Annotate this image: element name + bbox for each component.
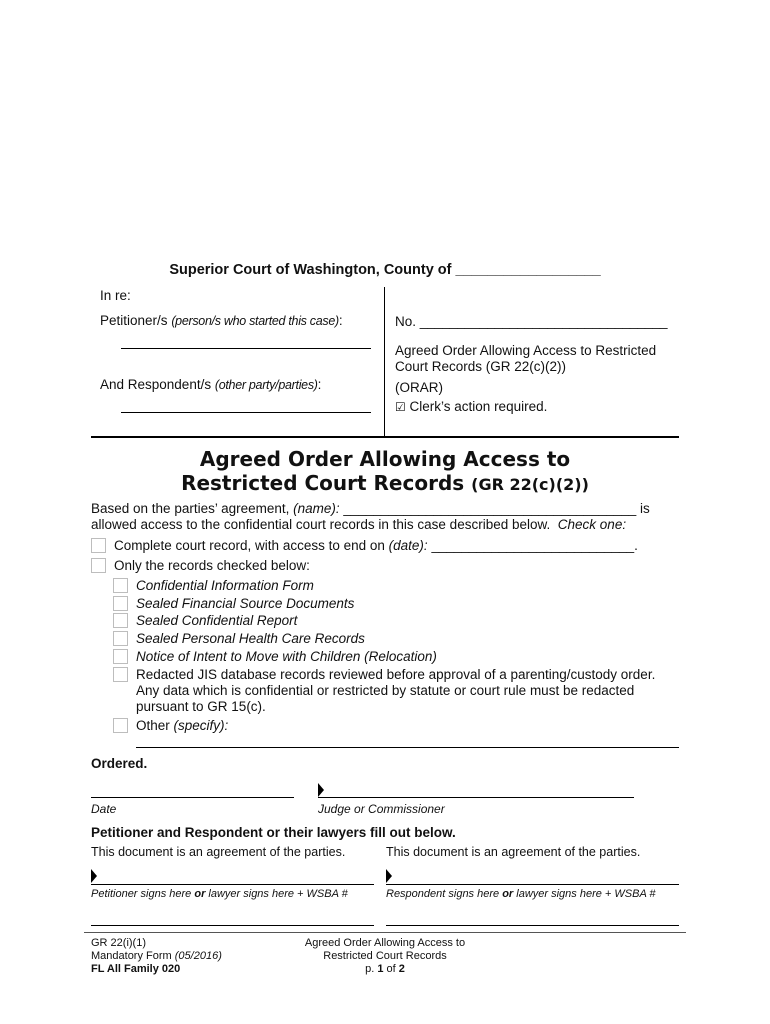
respondent-name-line[interactable]	[121, 412, 371, 413]
respondent-name-print-line[interactable]	[386, 925, 679, 926]
court-heading: Superior Court of Washington, County of __________________	[169, 262, 601, 278]
form-title-line2-row	[0, 471, 770, 495]
footer-page-of: of	[386, 963, 396, 975]
ordered-label: Ordered.	[91, 756, 148, 771]
footer-center	[285, 937, 485, 976]
redacted-line1: Redacted JIS database records reviewed before approval of a parenting/custody order.	[136, 667, 656, 682]
petitioner-label: Petitioner/s	[100, 313, 168, 328]
date-caption: Date	[91, 802, 117, 816]
respondent-sign-a: Respondent signs here	[386, 888, 500, 900]
petitioner-sign-caption	[91, 888, 348, 900]
footer-page-row	[285, 963, 485, 976]
respondent-sign-caption	[386, 888, 656, 900]
record-label-4: Sealed Personal Health Care Records	[136, 631, 365, 646]
footer-center-line1: Agreed Order Allowing Access to	[304, 937, 466, 949]
other-checkbox[interactable]	[113, 718, 128, 733]
footer-page-total: 2	[398, 963, 405, 975]
petitioner-hint: (person/s who started this case)	[171, 314, 339, 328]
footer-page-prefix: p.	[365, 963, 375, 975]
respondent-label-row	[100, 377, 321, 392]
form-title-line1: Agreed Order Allowing Access to	[199, 447, 571, 471]
caption-doc-title-line2: Court Records (GR 22(c)(2))	[395, 359, 567, 374]
record-checkbox-1[interactable]	[113, 578, 128, 593]
agreement-right: This document is an agreement of the parties.	[386, 845, 641, 859]
footer-form-id: FL All Family 020	[91, 963, 181, 975]
record-label-1: Confidential Information Form	[136, 578, 314, 593]
petitioner-label-row	[100, 313, 343, 328]
footer-mandatory-date: (05/2016)	[174, 950, 222, 962]
intro-name-blank[interactable]: _______________________________________	[343, 501, 637, 516]
complete-record-label: Complete court record, with access to end on	[114, 538, 385, 553]
complete-record-checkbox[interactable]	[91, 538, 106, 553]
intro-text3: allowed access to the confidential court records in this case described below.	[91, 517, 551, 532]
respondent-hint: (other party/parties)	[214, 378, 318, 392]
complete-record-row	[114, 538, 638, 554]
case-number[interactable]: No. _________________________________	[395, 314, 668, 329]
petitioner-sign-a: Petitioner signs here	[91, 888, 192, 900]
record-label-3: Sealed Confidential Report	[136, 613, 298, 628]
record-checkbox-4[interactable]	[113, 631, 128, 646]
other-row	[136, 718, 228, 734]
petitioner-sign-arrow-icon	[91, 869, 97, 883]
respondent-sign-b: lawyer signs here + WSBA #	[516, 888, 656, 900]
intro-paragraph	[91, 501, 681, 533]
short-code: (ORAR)	[395, 380, 443, 395]
in-re-label: In re:	[100, 288, 131, 303]
only-records-label: Only the records checked below:	[114, 558, 310, 573]
other-label: Other	[136, 718, 170, 733]
caption-doc-title	[395, 343, 656, 375]
respondent-sign-arrow-icon	[386, 869, 392, 883]
respondent-signature-line[interactable]	[386, 884, 679, 885]
complete-date-blank[interactable]: ___________________________.	[431, 538, 638, 553]
agreement-left: This document is an agreement of the parties.	[91, 845, 346, 859]
footer-rule	[84, 932, 686, 933]
complete-date-label: (date):	[388, 538, 428, 553]
petitioner-sign-b: lawyer signs here + WSBA #	[208, 888, 348, 900]
intro-text2: is	[640, 501, 650, 516]
clerk-checkbox-icon: ☑	[395, 400, 406, 414]
form-title-rule: (GR 22(c)(2))	[471, 475, 589, 494]
judge-caption: Judge or Commissioner	[318, 802, 445, 816]
footer-mandatory-row	[91, 950, 222, 963]
record-label-2: Sealed Financial Source Documents	[136, 596, 355, 611]
only-records-checkbox[interactable]	[91, 558, 106, 573]
caption-divider	[384, 287, 385, 437]
judge-sign-arrow-icon	[318, 783, 324, 797]
intro-text1: Based on the parties’ agreement,	[91, 501, 290, 516]
caption-doc-title-line1: Agreed Order Allowing Access to Restricted	[395, 343, 657, 358]
footer-center-line2: Restricted Court Records	[323, 950, 447, 962]
redacted-line3: pursuant to GR 15(c).	[136, 699, 266, 714]
other-specify-line[interactable]	[136, 747, 679, 748]
record-checkbox-3[interactable]	[113, 613, 128, 628]
check-one-label: Check one:	[557, 517, 627, 532]
form-title-line2: Restricted Court Records	[181, 471, 465, 495]
intro-line2	[91, 517, 681, 533]
petitioner-name-print-line[interactable]	[91, 925, 374, 926]
petitioner-colon: :	[338, 313, 343, 328]
respondent-or: or	[502, 888, 514, 900]
clerk-action-label: Clerk’s action required.	[409, 399, 548, 414]
respondent-colon: :	[317, 377, 322, 392]
parties-heading: Petitioner and Respondent or their lawyers fill out below.	[91, 825, 456, 840]
respondent-label: And Respondent/s	[100, 377, 212, 392]
redacted-jis-text	[136, 667, 681, 715]
other-hint: (specify):	[173, 718, 229, 733]
redacted-line2: Any data which is confidential or restricted by statute or court rule must be redacted	[136, 683, 635, 698]
intro-line1	[91, 501, 681, 517]
date-signature-line[interactable]	[91, 797, 294, 798]
clerk-action-row	[395, 399, 547, 414]
record-checkbox-2[interactable]	[113, 596, 128, 611]
footer-mandatory: Mandatory Form	[91, 950, 172, 962]
petitioner-signature-line[interactable]	[91, 884, 374, 885]
footer-rule-ref: GR 22(i)(1)	[91, 937, 147, 949]
petitioner-or: or	[194, 888, 206, 900]
footer-left	[91, 937, 222, 976]
record-checkbox-5[interactable]	[113, 649, 128, 664]
record-label-5: Notice of Intent to Move with Children (Relocation)	[136, 649, 437, 664]
petitioner-name-line[interactable]	[121, 348, 371, 349]
footer-page-num: 1	[377, 963, 384, 975]
intro-name-label: (name):	[293, 501, 340, 516]
judge-signature-line[interactable]	[318, 797, 634, 798]
redacted-jis-checkbox[interactable]	[113, 667, 128, 682]
caption-bottom-rule	[91, 436, 679, 438]
